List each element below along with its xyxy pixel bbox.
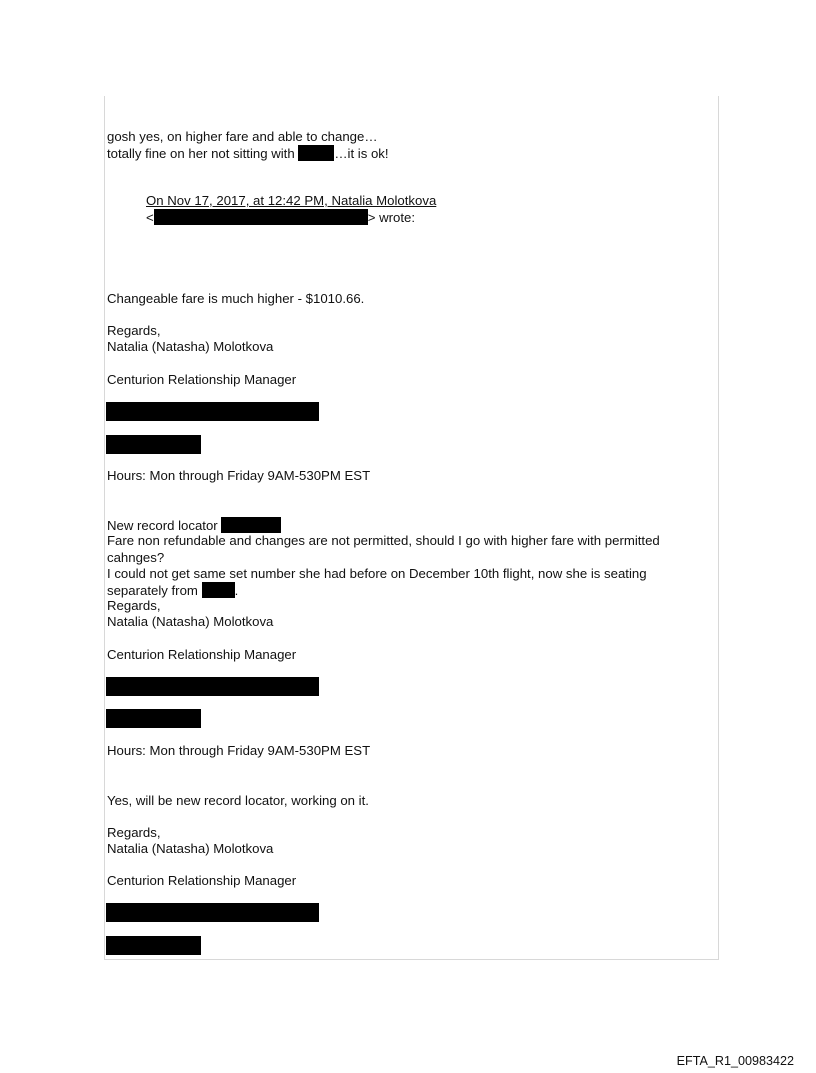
signature-hours: Hours: Mon through Friday 9AM-530PM EST	[107, 743, 371, 758]
quote-header-text: On Nov 17, 2017, at 12:42 PM, Natalia Molotkova	[146, 193, 437, 208]
redaction-block	[106, 435, 201, 454]
reply-line-2	[107, 145, 389, 162]
signature-regards: Regards,	[107, 825, 161, 840]
message-3-body: Yes, will be new record locator, working on it.	[107, 793, 369, 808]
signature-title: Centurion Relationship Manager	[107, 647, 297, 662]
signature-title: Centurion Relationship Manager	[107, 372, 297, 387]
locator-label: New record locator	[107, 518, 218, 533]
message-2-line-2: Fare non refundable and changes are not permitted, should I go with higher fare with permitted	[107, 533, 660, 548]
signature-hours: Hours: Mon through Friday 9AM-530PM EST	[107, 468, 371, 483]
signature-name: Natalia (Natasha) Molotkova	[107, 841, 274, 856]
message-2-line-5-suffix: .	[234, 583, 239, 598]
message-2-line-3: cahnges?	[107, 550, 165, 565]
quote-header-line-2	[146, 209, 415, 226]
message-2-locator	[107, 517, 281, 534]
signature-name: Natalia (Natasha) Molotkova	[107, 339, 274, 354]
redaction-block	[202, 582, 235, 598]
document-id: EFTA_R1_00983422	[676, 1054, 794, 1068]
signature-regards: Regards,	[107, 323, 161, 338]
redaction-block	[221, 517, 281, 533]
message-2-line-5	[107, 582, 238, 599]
reply-line-2-suffix: …it is ok!	[334, 146, 389, 161]
quote-header-open: <	[146, 210, 154, 225]
message-2-line-5-prefix: separately from	[107, 583, 198, 598]
signature-title: Centurion Relationship Manager	[107, 873, 297, 888]
reply-line-1: gosh yes, on higher fare and able to change…	[107, 129, 378, 144]
redaction-block	[298, 145, 334, 161]
signature-regards: Regards,	[107, 598, 161, 613]
redaction-block	[106, 402, 319, 421]
redaction-block	[106, 709, 201, 728]
quote-header-line-1	[146, 193, 436, 209]
message-1-body: Changeable fare is much higher - $1010.66.	[107, 291, 365, 306]
redaction-block	[106, 936, 201, 955]
quote-header-wrote: > wrote:	[367, 210, 415, 225]
redaction-block	[154, 209, 368, 225]
redaction-block	[106, 677, 319, 696]
reply-line-2-prefix: totally fine on her not sitting with	[107, 146, 295, 161]
signature-name: Natalia (Natasha) Molotkova	[107, 614, 274, 629]
message-2-line-4: I could not get same set number she had before on December 10th flight, now she is seating	[107, 566, 647, 581]
redaction-block	[106, 903, 319, 922]
